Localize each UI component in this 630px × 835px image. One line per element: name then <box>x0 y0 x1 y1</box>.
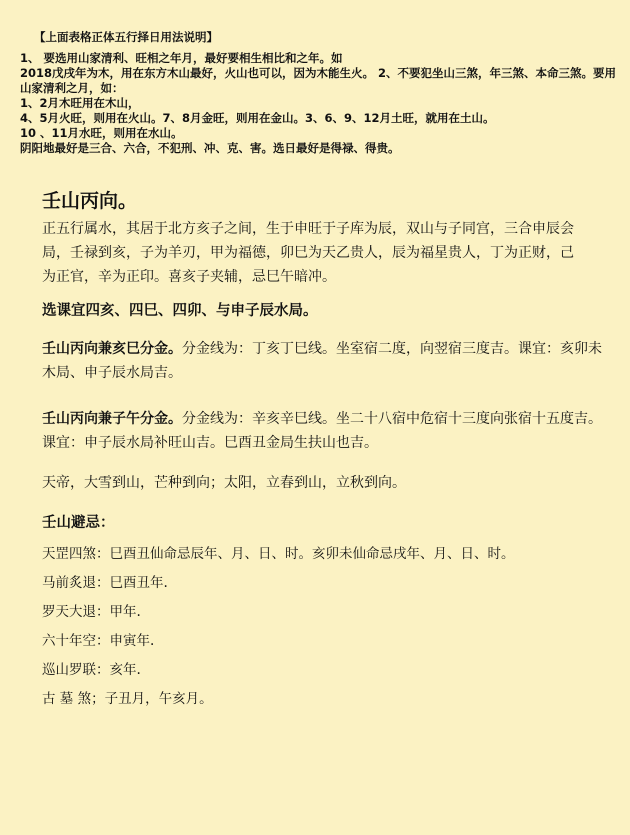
avoid-item: 六十年空：申寅年. <box>42 633 155 649</box>
note-line-1: 1、 要选用山家清利、旺相之年月，最好要相生相比和之年。如 <box>20 51 343 65</box>
note-line-3: 4、5月火旺，则用在火山。7、8月金旺，则用在金山。3、6、9、12月土旺，就用在土山。 <box>20 111 495 125</box>
section-head: 壬山丙向兼亥巳分金。 <box>42 341 182 357</box>
main-content <box>20 186 618 717</box>
intro-paragraph: 正五行属水，其居于北方亥子之间，生于申旺于子库为辰，双山与子同宫，三合申辰会局，壬禄到亥，子为羊刃，甲为福德，卯巳为天乙贵人，辰为福星贵人，丁为正财，己为正官，辛为正印。喜亥子夹辅，忌巳午暗冲。 <box>42 221 574 285</box>
choose-heading: 选课宜四亥、四巳、四卯、与申子辰水局。 <box>42 303 318 319</box>
note-line-1b: 2018戊戌年为木，用在东方木山最好，火山也可以，因为木能生火。 2、不要犯坐山三煞，年三煞、本命三煞。要用山家清利之月，如： <box>20 66 617 95</box>
avoid-list <box>42 543 618 717</box>
section-hai-si <box>42 337 602 385</box>
avoid-item: 马前炙退：巳酉丑年. <box>42 575 168 591</box>
section-head: 壬山丙向兼子午分金。 <box>42 411 182 427</box>
section-body: 分金线为：丁亥丁巳线。坐室宿二度，向翌宿三度吉。课宜：亥卯未木局、申子辰水局吉。 <box>42 341 602 381</box>
emperor-line: 天帝，大雪到山，芒种到向；太阳，立春到山，立秋到向。 <box>42 475 406 491</box>
avoid-item: 罗天大退：甲年. <box>42 604 141 620</box>
avoid-item: 巡山罗联：亥年. <box>42 662 141 678</box>
section-body: 分金线为：辛亥辛巳线。坐二十八宿中危宿十三度向张宿十五度吉。课宜：申子辰水局补旺山吉。巳酉丑金局生扶山也吉。 <box>42 411 602 451</box>
note-line-5: 阴阳地最好是三合、六合，不犯刑、冲、克、害。选日最好是得禄、得贵。 <box>20 141 400 155</box>
avoid-heading: 壬山避忌： <box>42 515 115 531</box>
note-line-2: 1、2月木旺用在木山， <box>20 96 140 110</box>
avoid-item: 天罡四煞：巳酉丑仙命忌辰年、月、日、时。亥卯未仙命忌戌年、月、日、时。 <box>42 546 515 562</box>
section-zi-wu <box>42 407 602 455</box>
notes-header: 【上面表格正体五行择日用法说明】 <box>34 30 218 44</box>
note-line-4: 10 、11月水旺，则用在水山。 <box>20 126 183 140</box>
page-title: 壬山丙向。 <box>42 190 138 212</box>
usage-notes <box>20 0 618 156</box>
avoid-item: 古 墓 煞；子丑月，午亥月。 <box>42 691 213 707</box>
